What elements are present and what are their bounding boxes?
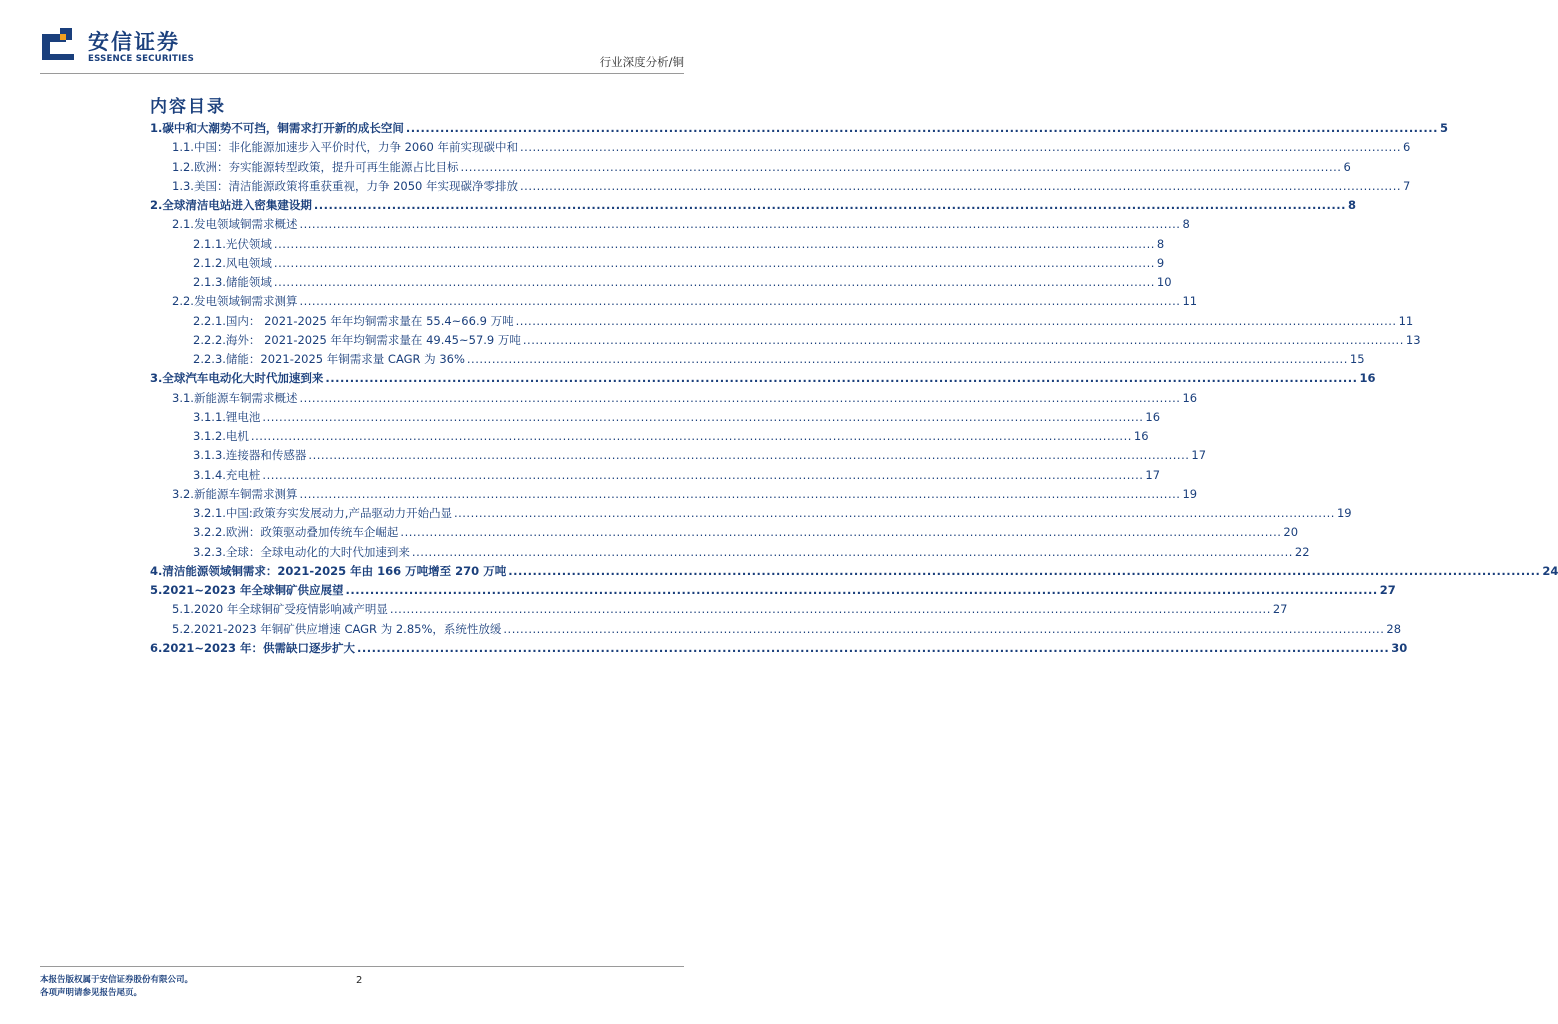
toc-entry-page: 19 <box>1336 506 1352 520</box>
toc-entry-page: 19 <box>1182 486 1198 501</box>
toc-entry-text: 欧洲：夯实能源转型政策，提升可再生能源占比目标 <box>193 159 459 174</box>
toc-dot-leader <box>520 137 1401 157</box>
toc-entry-text: 海外： 2021-2025 年年均铜需求量在 49.45~57.9 万吨 <box>225 332 521 347</box>
toc-entry[interactable] <box>193 311 1414 331</box>
toc-entry[interactable] <box>172 157 1351 177</box>
toc-entry-text: 欧洲：政策驱动叠加传统车企崛起 <box>225 525 399 540</box>
disclaimer-line-1: 本报告版权属于安信证券股份有限公司。 <box>40 975 194 985</box>
toc-dot-leader <box>503 619 1384 639</box>
toc-entry-number: 3.2.3. <box>193 544 226 559</box>
page-header <box>0 0 724 80</box>
toc-dot-leader <box>357 638 1389 658</box>
essence-logo <box>40 26 194 66</box>
toc-entry-number: 5.2. <box>172 621 194 636</box>
toc-dot-leader <box>523 330 1404 350</box>
toc-entry-number: 3.1.3. <box>193 448 226 463</box>
toc-entry-number: 3.2. <box>172 486 194 501</box>
toc-entry-page: 5 <box>1440 121 1449 135</box>
toc-entry-page: 11 <box>1182 294 1198 309</box>
toc-entry-text: 风电领域 <box>225 255 272 270</box>
toc-entry-page: 9 <box>1156 255 1165 270</box>
toc-entry[interactable] <box>150 368 1376 388</box>
toc-entry-text: 发电领域铜需求概述 <box>193 217 298 232</box>
toc-entry-text: 发电领域铜需求测算 <box>193 294 298 309</box>
toc-entry-number: 3. <box>150 371 163 386</box>
toc-entry-text: 全球汽车电动化大时代加速到来 <box>162 371 324 386</box>
toc-entry-page: 15 <box>1349 352 1365 366</box>
toc-entry-page: 10 <box>1156 275 1172 289</box>
footer-divider <box>40 966 684 967</box>
toc-entry-page: 27 <box>1379 583 1396 597</box>
report-type-label: 行业深度分析/铜 <box>599 55 684 69</box>
toc-entry-page: 16 <box>1145 409 1161 424</box>
toc-entry[interactable] <box>172 291 1198 311</box>
toc-entry-number: 5. <box>150 583 163 597</box>
toc-entry-text: 全球：全球电动化的大时代加速到来 <box>225 544 410 559</box>
toc-entry-text: 碳中和大潮势不可挡，铜需求打开新的成长空间 <box>162 121 404 135</box>
toc-dot-leader <box>390 599 1271 619</box>
toc-entry[interactable] <box>193 349 1365 369</box>
toc-entry-number: 2.2. <box>172 294 194 309</box>
toc-entry-text: 美国：清洁能源政策将重获重视，力争 2050 年实现碳净零排放 <box>193 178 519 193</box>
toc-entry[interactable] <box>172 599 1288 619</box>
toc-entry[interactable] <box>193 426 1149 446</box>
toc-entry-page: 20 <box>1283 525 1299 540</box>
toc-dot-leader <box>308 445 1189 465</box>
toc-entry-page: 8 <box>1182 217 1190 232</box>
toc-entry-page: 7 <box>1403 178 1411 193</box>
toc-dot-leader <box>299 214 1180 234</box>
toc-entry-number: 1.2. <box>172 159 194 174</box>
toc-dot-leader <box>454 503 1335 523</box>
toc-entry-number: 3.2.1. <box>193 506 226 520</box>
toc-entry-number: 5.1. <box>172 602 194 617</box>
toc-dot-leader <box>325 368 1357 388</box>
toc-entry-page: 11 <box>1398 313 1414 328</box>
toc-entry-text: 2020 年全球铜矿受疫情影响减产明显 <box>193 602 388 617</box>
toc-entry-text: 中国：非化能源加速步入平价时代，力争 2060 年前实现碳中和 <box>193 140 519 155</box>
toc-entry-page: 6 <box>1403 140 1411 155</box>
toc-entry-text: 储能：2021-2025 年铜需求量 CAGR 为 36% <box>225 352 465 366</box>
toc-entry-page: 16 <box>1182 390 1198 405</box>
toc-entry[interactable] <box>172 619 1402 639</box>
toc-entry-number: 2.1. <box>172 217 194 232</box>
toc-dot-leader <box>400 522 1281 542</box>
footer-disclaimer <box>40 974 193 1000</box>
toc-dot-leader <box>314 195 1346 215</box>
toc-title: 内容目录 <box>150 97 226 117</box>
toc-entry-text: 电机 <box>225 429 249 443</box>
toc-dot-leader <box>262 465 1143 485</box>
toc-entry-page: 28 <box>1386 621 1402 636</box>
toc-entry-text: 2021~2023 年全球铜矿供应展望 <box>162 583 344 597</box>
toc-entry[interactable] <box>172 388 1198 408</box>
toc-entry[interactable] <box>150 638 1408 658</box>
toc-entry-number: 2.1.2. <box>193 255 226 270</box>
toc-dot-leader <box>299 484 1180 504</box>
toc-entry-page: 13 <box>1405 332 1421 347</box>
toc-dot-leader <box>251 426 1132 446</box>
toc-entry-text: 新能源车铜需求测算 <box>193 486 298 501</box>
toc-dot-leader <box>460 157 1341 177</box>
toc-entry[interactable] <box>193 522 1299 542</box>
toc-entry-number: 2.2.3. <box>193 352 226 366</box>
toc-entry[interactable] <box>193 272 1172 292</box>
toc-dot-leader <box>299 388 1180 408</box>
toc-entry[interactable] <box>172 176 1411 196</box>
toc-dot-leader <box>274 234 1155 254</box>
toc-entry-number: 3.1.1. <box>193 409 226 424</box>
toc-entry[interactable] <box>193 253 1165 273</box>
toc-entry-number: 2.1.1. <box>193 236 226 251</box>
toc-entry-page: 30 <box>1391 640 1408 655</box>
toc-dot-leader <box>412 542 1293 562</box>
toc-entry-text: 储能领域 <box>225 275 272 289</box>
toc-entry-text: 国内： 2021-2025 年年均铜需求量在 55.4~66.9 万吨 <box>225 313 514 328</box>
toc-entry[interactable] <box>193 234 1165 254</box>
toc-dot-leader <box>299 291 1180 311</box>
toc-dot-leader <box>508 561 1540 581</box>
toc-entry-number: 2.2.2. <box>193 332 226 347</box>
toc-entry[interactable] <box>150 561 1558 581</box>
toc-entry-number: 2. <box>150 198 163 212</box>
toc-entry-page: 6 <box>1343 159 1351 174</box>
toc-entry-number: 3.1.2. <box>193 429 226 443</box>
toc-entry-page: 8 <box>1156 236 1165 251</box>
toc-entry-number: 1. <box>150 121 163 135</box>
toc-entry-number: 3.2.2. <box>193 525 226 540</box>
toc-entry[interactable] <box>193 445 1207 465</box>
toc-dot-leader <box>346 580 1378 600</box>
toc-dot-leader <box>274 253 1155 273</box>
toc-entry-number: 6. <box>150 640 163 655</box>
toc-entry-text: 2021~2023 年：供需缺口逐步扩大 <box>162 640 356 655</box>
toc-dot-leader <box>406 118 1438 138</box>
toc-entry-page: 17 <box>1145 467 1161 482</box>
toc-entry-page: 8 <box>1348 198 1357 212</box>
toc-dot-leader <box>516 311 1397 331</box>
toc-entry-text: 清洁能源领域铜需求：2021-2025 年由 166 万吨增至 270 万吨 <box>162 563 507 578</box>
toc-entry-text: 充电桩 <box>225 467 261 482</box>
toc-dot-leader <box>274 272 1155 292</box>
page-number: 2 <box>356 975 363 986</box>
toc-entry-number: 2.2.1. <box>193 313 226 328</box>
toc-entry-number: 3.1.4. <box>193 467 226 482</box>
toc-entry[interactable] <box>193 330 1421 350</box>
toc-entry-number: 3.1. <box>172 390 194 405</box>
toc-entry[interactable] <box>193 503 1352 523</box>
toc-dot-leader <box>262 407 1143 427</box>
logo-english-name: ESSENCE SECURITIES <box>88 54 194 64</box>
toc-entry-page: 17 <box>1191 448 1207 463</box>
toc-entry[interactable] <box>150 580 1396 600</box>
toc-entry[interactable] <box>150 118 1449 138</box>
toc-entry[interactable] <box>150 195 1357 215</box>
toc-entry-page: 16 <box>1359 371 1376 386</box>
toc-entry[interactable] <box>172 137 1411 157</box>
toc-entry[interactable] <box>193 465 1161 485</box>
toc-entry-text: 光伏领域 <box>225 236 272 251</box>
toc-entry-text: 锂电池 <box>225 409 261 424</box>
toc-entry[interactable] <box>172 214 1190 234</box>
toc-dot-leader <box>520 176 1401 196</box>
toc-entry-number: 4. <box>150 563 163 578</box>
toc-entry-text: 中国:政策夯实发展动力,产品驱动力开始凸显 <box>225 506 452 520</box>
toc-entry-page: 24 <box>1542 563 1558 578</box>
toc-entry-number: 1.1. <box>172 140 194 155</box>
disclaimer-line-2: 各项声明请参见报告尾页。 <box>40 988 143 998</box>
toc-entry-text: 连接器和传感器 <box>225 448 307 463</box>
essence-logo-icon <box>40 26 76 62</box>
toc-entry-number: 2.1.3. <box>193 275 226 289</box>
toc-entry[interactable] <box>193 407 1161 427</box>
toc-entry-page: 22 <box>1294 544 1310 559</box>
toc-entry[interactable] <box>193 542 1310 562</box>
toc-entry-text: 2021-2023 年铜矿供应增速 CAGR 为 2.85%，系统性放缓 <box>193 621 502 636</box>
toc-entry[interactable] <box>172 484 1198 504</box>
toc-entry-text: 新能源车铜需求概述 <box>193 390 298 405</box>
header-divider <box>40 73 684 74</box>
toc-entry-page: 27 <box>1272 602 1288 617</box>
toc-entry-number: 1.3. <box>172 178 194 193</box>
toc-entry-text: 全球清洁电站进入密集建设期 <box>162 198 312 212</box>
logo-chinese-name: 安信证券 <box>88 30 180 54</box>
toc-entry-page: 16 <box>1133 429 1149 443</box>
toc-dot-leader <box>467 349 1348 369</box>
